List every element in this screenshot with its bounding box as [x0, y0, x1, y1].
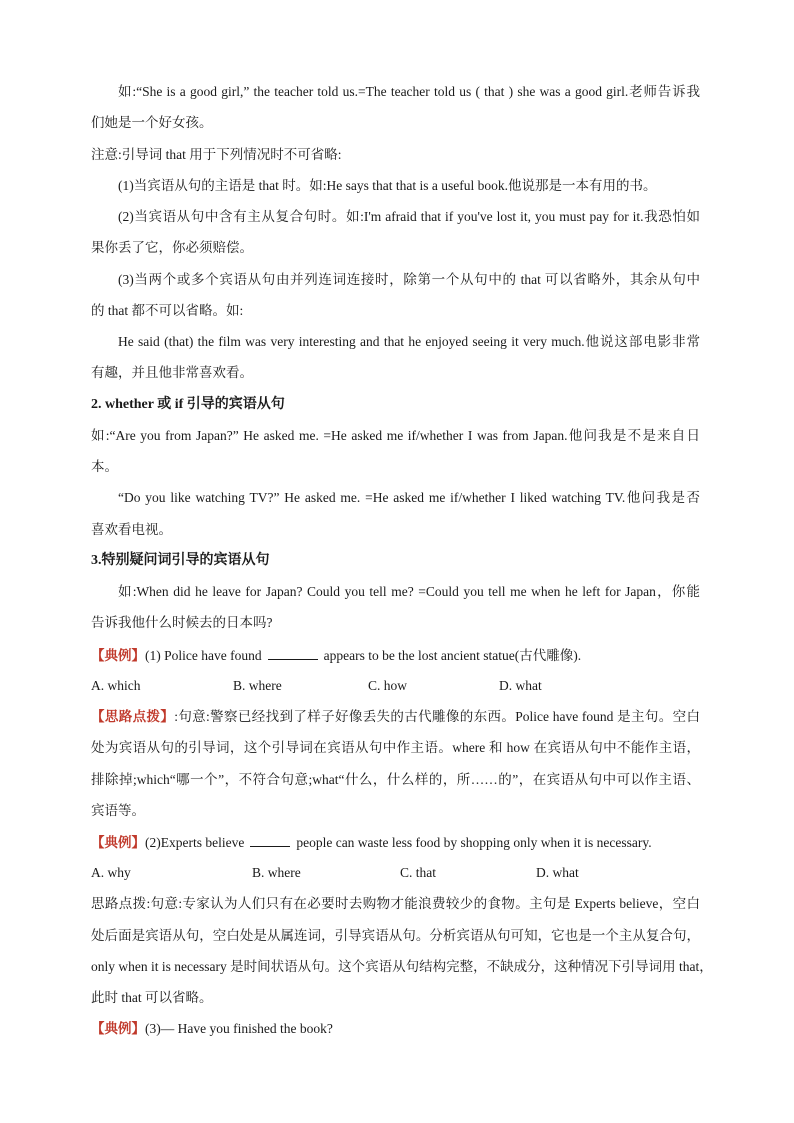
example-line-cont: 喜欢看电视。: [91, 522, 172, 537]
rule-item-2-cont: 果你丢了它，你必须赔偿。: [91, 240, 253, 255]
answer-blank: [250, 832, 290, 847]
rule-item-3-cont: 的 that 都不可以省略。如:: [91, 303, 244, 318]
rule-item-1: (1)当宾语从句的主语是 that 时。如:He says that that is a useful book.他说那是一本有用的书。: [118, 178, 657, 193]
option-b: B. where: [252, 865, 301, 880]
exercise-3-text: (3)— Have you finished the book?: [145, 1021, 333, 1036]
rule-item-2: (2)当宾语从句中含有主从复合句时。如:I'm afraid that if you've lost it, you must pay for it.我恐怕如: [118, 209, 700, 224]
tip-2-line: only when it is necessary 是时间状语从句。这个宾语从句结构完整，不缺成分，这种情况下引导词用 that，: [91, 959, 713, 974]
answer-blank: [268, 645, 318, 660]
option-c: C. that: [400, 865, 436, 880]
example-line: He said (that) the film was very interesting and that he enjoyed seeing it very much.他说这部电影非常: [118, 334, 700, 349]
exercise-tag: 【典例】: [91, 648, 145, 663]
tip-1-text: :句意:警察已经找到了样子好像丢失的古代雕像的东西。Police have found 是主句。空白: [174, 709, 700, 724]
exercise-1: [91, 645, 581, 666]
option-b: B. where: [233, 678, 282, 693]
option-a: A. which: [91, 678, 141, 693]
section-heading-2: 2. whether 或 if 引导的宾语从句: [91, 397, 285, 412]
example-line-cont: 告诉我他什么时候去的日本吗?: [91, 615, 273, 630]
option-d: D. what: [536, 865, 579, 880]
option-c: C. how: [368, 678, 408, 693]
tip-2-line: 思路点拨:句意:专家认为人们只有在必要时去购物才能浪费较少的食物。主句是 Experts believe，空白: [91, 896, 700, 911]
paragraph-line: 们她是一个好女孩。: [91, 115, 213, 130]
example-line-cont: 本。: [91, 459, 118, 474]
note-line: 注意:引导词 that 用于下列情况时不可省略:: [91, 147, 342, 162]
option-d: D. what: [499, 678, 542, 693]
exercise-1-suffix: appears to be the lost ancient statue(古代雕像).: [323, 648, 582, 663]
rule-item-3: (3)当两个或多个宾语从句由并列连词连接时，除第一个从句中的 that 可以省略外，其余从句中: [118, 272, 700, 287]
exercise-2-prefix: (2)Experts believe: [145, 835, 245, 850]
section-heading-3: 3.特别疑问词引导的宾语从句: [91, 553, 270, 568]
exercise-1-prefix: (1) Police have found: [145, 648, 262, 663]
paragraph-line: 如:“She is a good girl,” the teacher told us.=The teacher told us ( that ) she was a good girl.老师告诉我: [118, 84, 700, 99]
tip-tag: 【思路点拨】: [91, 709, 175, 724]
example-line: 如:“Are you from Japan?” He asked me. =He asked me if/whether I was from Japan.他问我是不是来自日: [91, 428, 700, 443]
option-a: A. why: [91, 865, 131, 880]
exercise-2: [91, 832, 652, 853]
example-line-cont: 有趣，并且他非常喜欢看。: [91, 365, 253, 380]
exercise-tag: 【典例】: [91, 1021, 145, 1036]
tip-1-line: [91, 707, 700, 727]
tip-1-line: 处为宾语从句的引导词，这个引导词在宾语从句中作主语。where 和 how 在宾语从句中不能作主语，: [91, 740, 700, 755]
tip-2-line: 处后面是宾语从句，空白处是从属连词，引导宾语从句。分析宾语从句可知，它也是一个主从复合句，: [91, 928, 700, 943]
tip-2-line: 此时 that 可以省略。: [91, 990, 213, 1005]
tip-1-line: 排除掉;which“哪一个”，不符合句意;what“什么，什么样的，所……的”，在宾语从句中可以作主语、: [91, 772, 700, 787]
tip-1-line: 宾语等。: [91, 803, 145, 818]
example-line: “Do you like watching TV?” He asked me. =He asked me if/whether I liked watching TV.他问我是否: [118, 490, 700, 505]
example-line: 如:When did he leave for Japan? Could you tell me? =Could you tell me when he left for Japan，你能: [118, 584, 700, 599]
exercise-3: [91, 1019, 333, 1039]
exercise-tag: 【典例】: [91, 835, 145, 850]
exercise-2-suffix: people can waste less food by shopping only when it is necessary.: [296, 835, 652, 850]
